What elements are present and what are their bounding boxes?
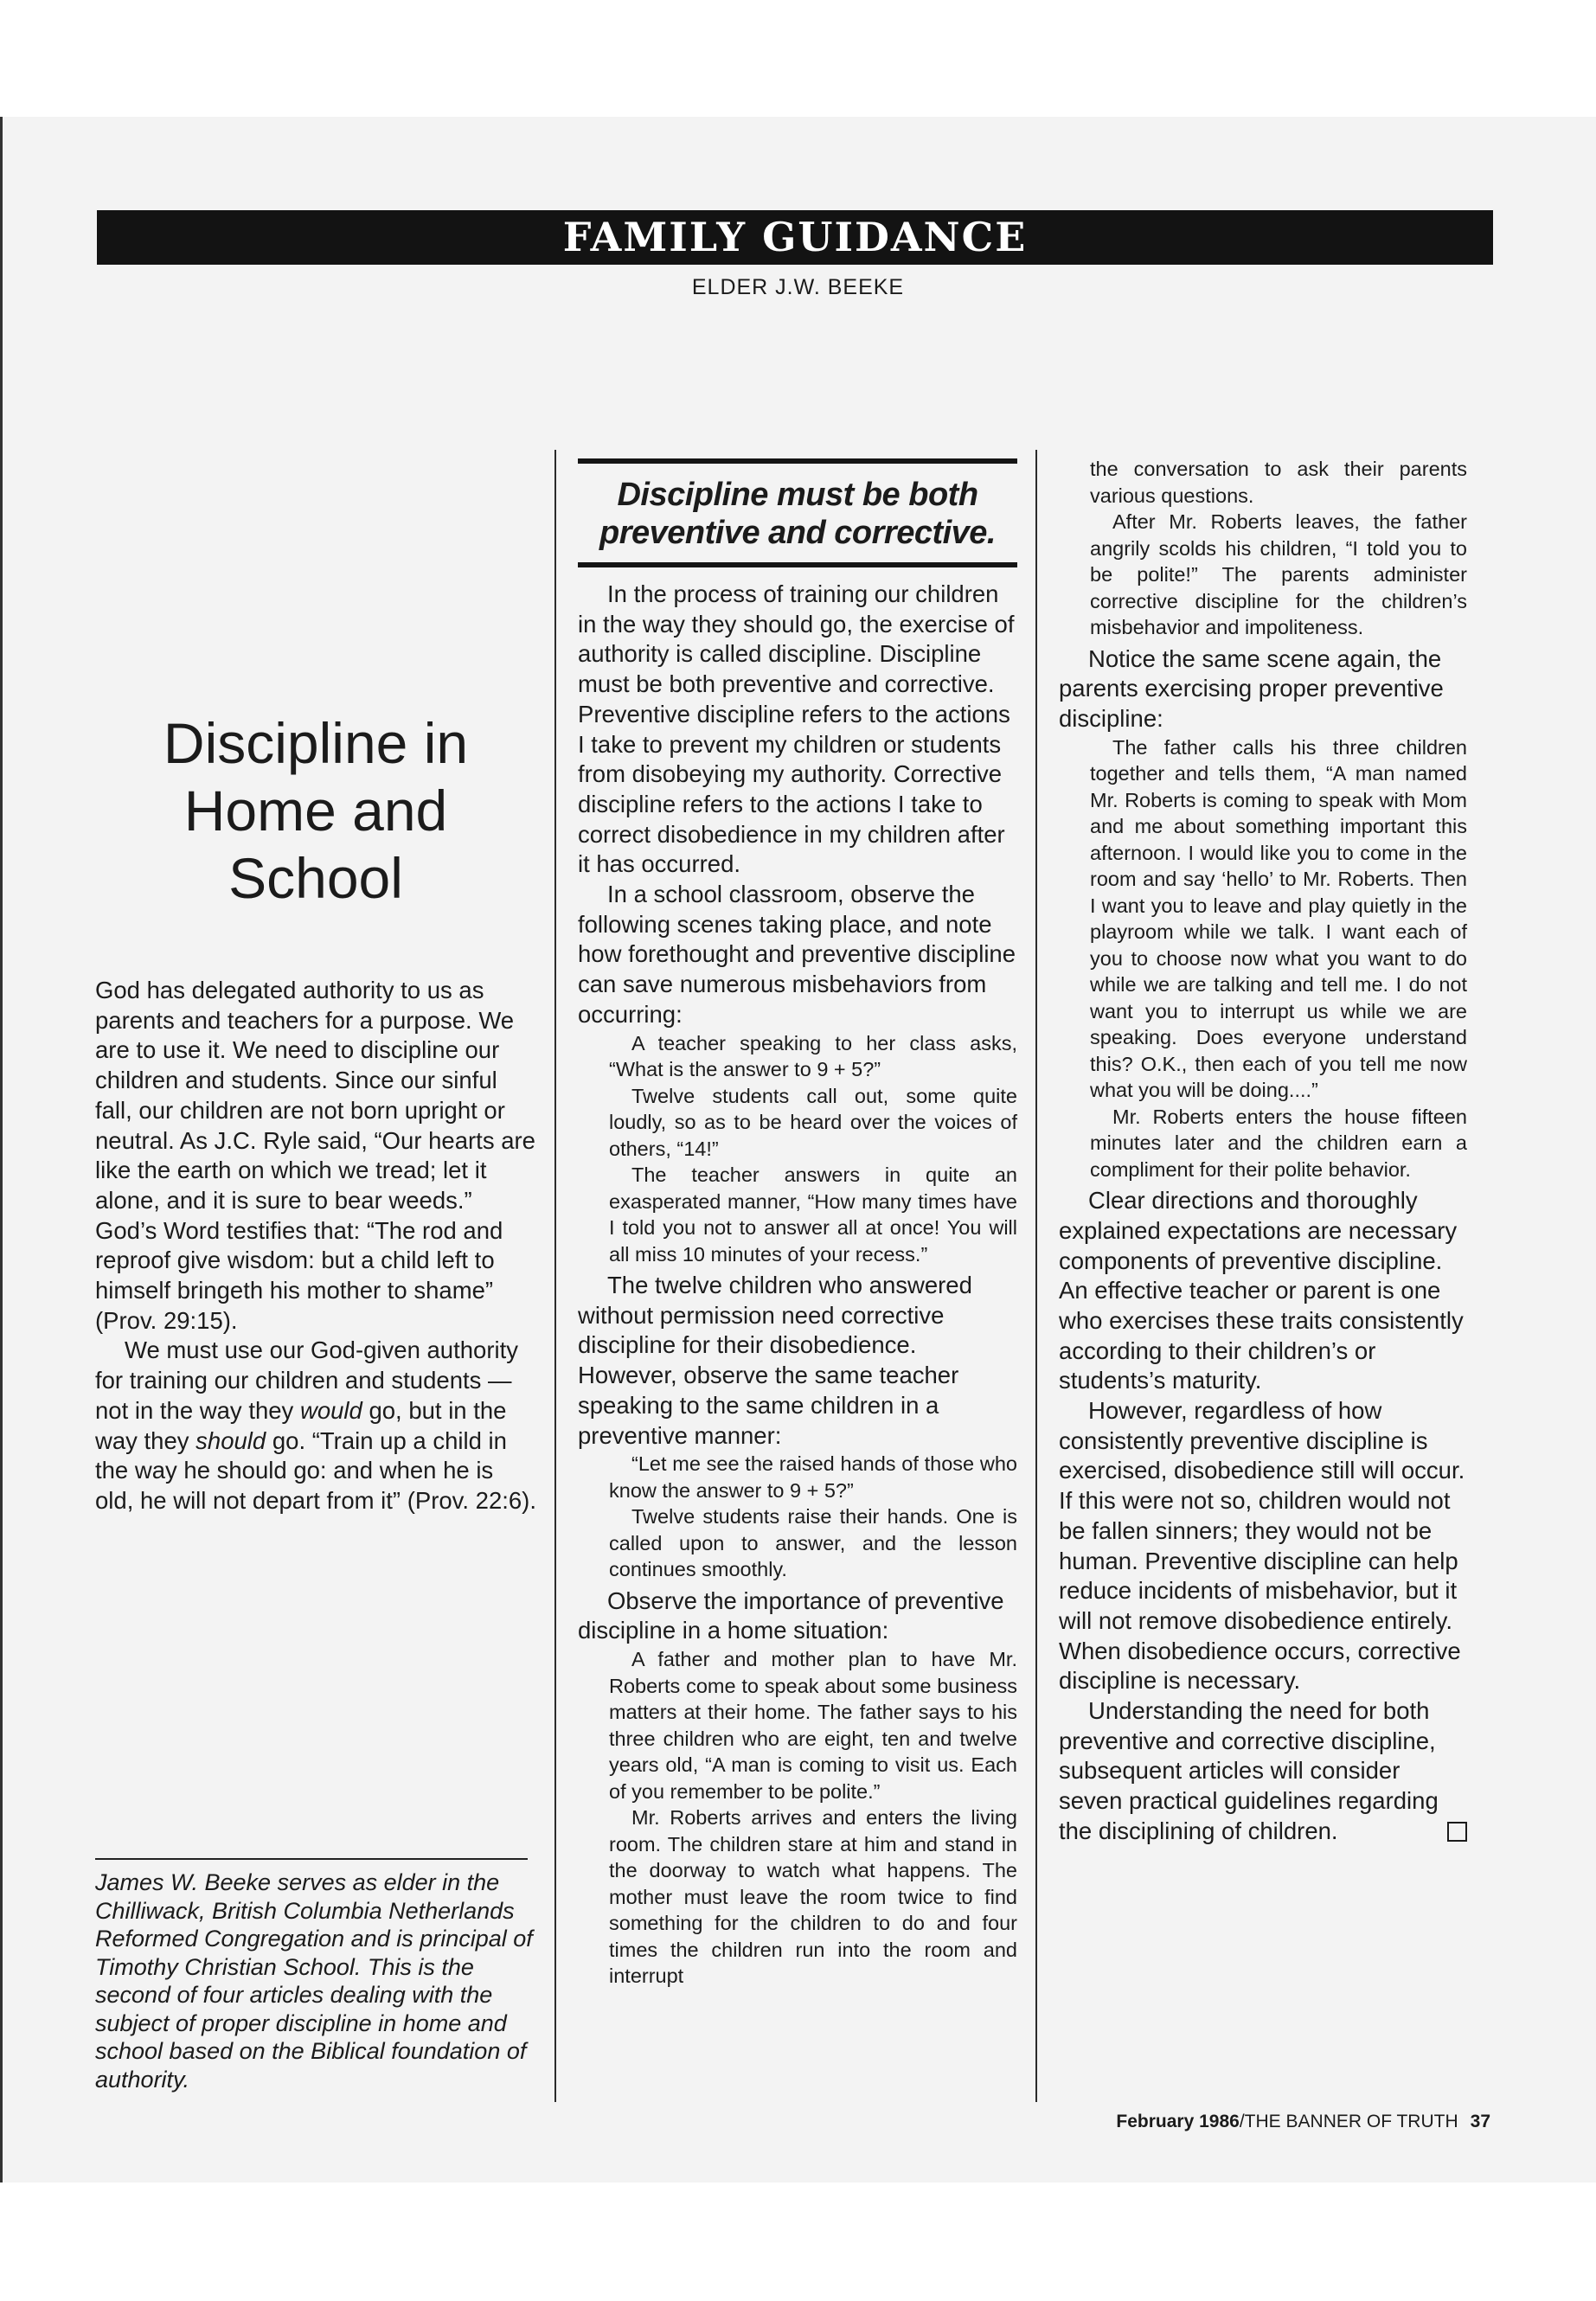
author-bio: James W. Beeke serves as elder in the Chilliwack, British Columbia Netherlands Reformed Congregation and is principal of Timothy Christian School. This is the second of four articles dealing with the subject of proper discipline in home and school based on the Biblical foundation of authority. [95, 1869, 533, 2093]
left-paragraph-2: We must use our God-given authority for training our children and students — not in the way they would go, but in the way they should go. “Train up a child in the way he should go: and when he is old, he will not depart from it” (Prov. 22:6). [95, 1336, 536, 1514]
column-divider-right [1035, 450, 1037, 2102]
right-quote-2: After Mr. Roberts leaves, the father angrily scolds his children, “I told you to be polite!” The parents administer corrective discipline for the children’s misbehavior and impoliteness. [1090, 510, 1467, 638]
middle-paragraph-2: In a school classroom, observe the following scenes taking place, and note how forethought and preventive discipline can save numerous misbehaviors from occurring: [578, 881, 1016, 1028]
middle-quote-4: “Let me see the raised hands of those who know the answer to 9 + 5?” [609, 1452, 1017, 1502]
title-line-2: Home and [183, 779, 448, 843]
right-paragraph-3: However, regardless of how consistently preventive discipline is exercised, disobedience still will occur. If this were not so, children would not be fallen sinners; they would not be human. Preventive discipline can help reduce incidents of misbehavior, but it will not remove disobedience entirely. When disobedience occurs, corrective discipline is necessary. [1059, 1397, 1465, 1695]
page-footer [1116, 2111, 1490, 2133]
page-number: 37 [1470, 2112, 1490, 2131]
end-of-article-icon [1447, 1822, 1467, 1842]
middle-quote-2: Twelve students call out, some quite loudly, so as to be heard over the voices of others, “14!” [609, 1084, 1017, 1160]
bio-divider [95, 1858, 528, 1860]
pull-quote: Discipline must be both preventive and corrective. [599, 477, 996, 551]
footer-publication: /THE BANNER OF TRUTH [1239, 2112, 1458, 2131]
middle-paragraph-4: Observe the importance of preventive discipline in a home situation: [578, 1586, 1004, 1644]
left-column [95, 976, 536, 1516]
right-paragraph-4: Understanding the need for both preventive and corrective discipline, subsequent articles will consider seven practical guidelines regarding the disciplining of children. [1059, 1696, 1467, 1847]
title-line-3: School [228, 846, 403, 910]
left-paragraph-1: God has delegated authority to us as parents and teachers for a purpose. We are to use it. We need to discipline our children and students. Since our sinful fall, our children are not born upright or neutral. As J.C. Ryle said, “Our hearts are like the earth on which we tread; let it alone, and it is sure to bear weeds.” God’s Word testifies that: “The rod and reproof give wisdom: but a child left to himself bringeth his mother to shame” (Prov. 29:15). [95, 977, 535, 1334]
right-quote-3: The father calls his three children together and tells them, “A man named Mr. Roberts is coming to speak with Mom and me about something important this afternoon. I would like you to come in the room and say ‘hello’ to Mr. Roberts. Then I want you to leave and play quietly in the playroom while we talk. I want each of you to choose now what you want to do while we are talking and tell me. I do not want you to interrupt us while we are speaking. Does everyone understand this? O.K., then each of you tell me now what you will be doing....” [1090, 735, 1467, 1102]
middle-paragraph-1: In the process of training our children in the way they should go, the exercise of authority is called discipline. Discipline must be both preventive and corrective. Preventive discipline refers to the actions I take to prevent my children or students from disobeying my authority. Corrective discipline refers to the actions I take to correct disobedience in my children after it has occurred. [578, 580, 1015, 878]
right-quote-1: the conversation to ask their parents various questions. [1090, 458, 1467, 507]
column-divider-left [554, 450, 556, 2102]
middle-paragraph-3: The twelve children who answered without permission need corrective discipline for their disobedience. However, observe the same teacher speaking to the same children in a preventive manner: [578, 1272, 972, 1449]
right-column [1059, 456, 1467, 1847]
middle-quote-6: A father and mother plan to have Mr. Roberts come to speak about some business matters at their home. The father says to his three children who are eight, ten and twelve years old, “A man is coming to visit us. Each of you remember to be polite.” [609, 1648, 1017, 1803]
middle-quote-3: The teacher answers in quite an exasperated manner, “How many times have I told you not to answer all at once! You will all miss 10 minutes of your recess.” [609, 1163, 1017, 1266]
right-quote-4: Mr. Roberts enters the house fifteen minutes later and the children earn a compliment for their polite behavior. [1090, 1105, 1467, 1181]
title-line-1: Discipline in [163, 711, 469, 775]
article-title [87, 709, 545, 912]
right-paragraph-1: Notice the same scene again, the parents exercising proper preventive discipline: [1059, 644, 1444, 732]
pullquote-top-rule [578, 458, 1017, 464]
section-banner: FAMILY GUIDANCE [97, 210, 1493, 265]
right-paragraph-2: Clear directions and thoroughly explained expectations are necessary components of preventive discipline. An effective teacher or parent is one who exercises these traits consistently according to their children’s or students’s maturity. [1059, 1187, 1464, 1394]
middle-quote-5: Twelve students raise their hands. One is called upon to answer, and the lesson continues smoothly. [609, 1505, 1017, 1581]
middle-quote-7: Mr. Roberts arrives and enters the living room. The children stare at him and stand in the doorway to watch what happens. The mother must leave the room twice to find something for the children to do and four times the children run into the room and interrupt [609, 1806, 1017, 1988]
middle-column [578, 458, 1017, 1990]
middle-quote-1: A teacher speaking to her class asks, “What is the answer to 9 + 5?” [609, 1031, 1017, 1081]
author-byline: ELDER J.W. BEEKE [691, 275, 905, 299]
footer-date: February 1986 [1116, 2112, 1240, 2131]
